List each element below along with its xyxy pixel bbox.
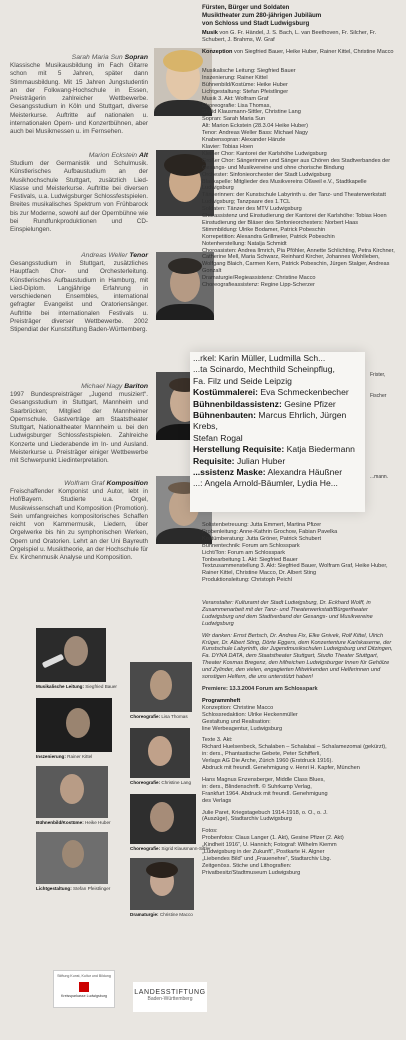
bio-text: Gesangsstudium in Stuttgart, zusätzliches Hauptfach Chor- und Orchesterleitung. Künstlerisches Aufbaustudium in Hamburg, mit Lied-Diplom. Langjährige Erfahrung in verschiedenen Ensembles, international gefragter Evangelist und Oratoriensänger. Auftritte bei internationalen Festivals u. Preisträger diverser Wettbewerbe. 2002 Stipendiat der Kunststiftung Baden-Württemberg. xyxy=(10,260,148,334)
bio-text: Klassische Musikausbildung im Fach Gitarre schon mit 5 Jahren, später dann Stimmausbildung. Mit 15 Jahren Jungstudentin an der Folkwang-Hochschule in Essen, Preisträgerin zahlreicher Wettbewerbe. Gesangsstudium in Köln und Stuttgart, diverse Meisterkurse. Auftritte auf nationalen u. internationalen Opern- und Konzertbühnen, aber auch bei Musikmessen u. im Fernsehen. xyxy=(10,62,148,136)
side-line: ...mann. xyxy=(370,473,389,480)
magnified-label: Kostümmalerei: xyxy=(193,387,258,398)
credits-bottom xyxy=(202,600,396,882)
magnified-value: Eva Schmeckenbecher xyxy=(260,387,349,398)
credit-line: Dramaturgie/Regieassistenz: Christine Macco xyxy=(202,275,316,282)
bio-role: Sopran xyxy=(124,54,148,61)
credit-line: Kostümberatung: Jutta Gröner, Patrick Schubert xyxy=(202,535,322,542)
magnified-line: ...rkel: Karin Müller, Ludmilla Sch... xyxy=(193,353,326,363)
magnified-value: Marcus Ehrlich, Jürgen Krebs, xyxy=(193,410,347,432)
bio-role: Komposition xyxy=(106,480,148,487)
photo-rainer-kittel xyxy=(36,698,112,752)
credits-top xyxy=(202,30,396,61)
magnified-line: Stefan Rogal xyxy=(193,432,243,443)
bio-text: 1997 Bundespreisträger „Jugend musiziert“. Gesangsstudium in Stuttgart, Mannheim und Saarbrücken; Mitglied der Mannheimer Opernschule. Gastverträge am Staatstheater Stuttgart, Nationaltheater Mannheim u. bei den Ludwigsburger Schlossfestspielen. Zahlreiche Konzerte und Liederabende im In- und Ausland. Meisterkurse u. Preisträger einiger Wettbewerbe mit Schwerpunkt Liedinterpretation. xyxy=(10,391,148,465)
bio-name: Andreas Weller xyxy=(81,252,128,259)
header-line-2: Musiktheater zum 280-jährigen Jubiläum xyxy=(202,11,322,19)
credits-underlay xyxy=(202,522,396,584)
text-3: Texte 3. Akt: Richard Huelsenbeck, Schalaben – Schalabai – Schalamezomai (gekürzt), in: ders., Phantastische Gebete, Peter Schifferli, Verlags AG Die Arche, Zürich 1960 (Erstdruck 1916). Abdruck mit freundl. Genehmigung v. Henri H. Kapfer, München xyxy=(202,737,387,772)
credit-line: Klavier: Tobias Hoen xyxy=(202,143,254,150)
photo-christine-lang xyxy=(130,728,190,778)
bio-4 xyxy=(10,383,148,466)
credit-line: Notenherstellung: Natalja Schmidt xyxy=(202,240,287,247)
bio-5 xyxy=(10,480,148,563)
credit-text: von G. Fr. Händel, J. S. Bach, L. van Beethoven, Fr. Silcher, Fr. Schubert, J. Brahms, W. Graf xyxy=(202,30,377,43)
caption-4: Choreografie: Christine Lang xyxy=(130,780,192,785)
sparkasse-icon xyxy=(79,982,89,992)
credit-line: Bühnenbild/Kostüme: Heike Huber xyxy=(202,81,288,88)
bio-1 xyxy=(10,54,148,137)
caption-8: Dramaturgie: Christine Macco xyxy=(130,912,193,917)
magnified-value: Alexandra Häußner xyxy=(267,467,343,478)
magnified-label: Requisite: xyxy=(193,455,235,466)
side-line: Fischer xyxy=(370,392,387,399)
credit-line: Stimmbildung: Ulrike Bodamer, Patrick Pobeschin xyxy=(202,226,326,233)
credit-line: Tänzerinnen: der Kunstschule Labyrinth u. der Tanz- und Theaterwerkstatt Ludwigsburg; Tanzpaare des 1.TCL xyxy=(202,192,386,206)
photo-stefan-pfeistlinger xyxy=(36,832,108,884)
bio-3 xyxy=(10,252,148,335)
credit-line: Soldaten: Tänzer des MTV Ludwigsburg xyxy=(202,206,302,213)
magnified-value: Gesine Pfizer xyxy=(284,398,336,409)
credit-line: Orchester: Sinfonieorchester der Stadt Ludwigsburg xyxy=(202,171,331,178)
credit-line: Kleiner Chor: Kantorei der Karlshöhe Ludwigsburg xyxy=(202,150,327,157)
credit-label: Konzeption xyxy=(202,48,233,55)
magnified-label: Bühnenbildassistenz: xyxy=(193,398,282,409)
credit-line: Textzusammenstellung 3. Akt: Siegfried Bauer, Wolfram Graf, Heike Huber, Rainer Kittel, Christine Macco, Dr. Albert Sting xyxy=(202,563,388,577)
caption-3: Inszenierung: Rainer Kittel xyxy=(36,754,93,759)
caption-5: Bühnenbild/Kostüme: Heike Huber xyxy=(36,820,111,825)
credit-line: Tenor: Andreas Weller Bass: Michael Nagy xyxy=(202,130,308,137)
photo-siegfried-bauer xyxy=(36,628,106,682)
bio-text: Studium der Germanistik und Schulmusik. Künstlerisches Aufbaustudium an der Musikhochschule Stuttgart, zusätzlich Lied-Klasse und Meisterkurse. Auftritte bei diversen Festivals, u.a. Ludwigsburger Schlossfestspielen. Breites musikalisches Spektrum von Frühbarock bis zur Moderne, sowohl auf der Opernbühne wie bei Rundfunkproduktionen und CD-Einspielungen. xyxy=(10,160,148,234)
magnified-label: Herstellung Requisite: xyxy=(193,444,285,455)
credit-line: Choreografieassistenz: Regine Lipp-Scherzer xyxy=(202,282,315,289)
bio-role: Bariton xyxy=(124,383,148,390)
photo-credits: Fotos: Probenfotos: Claus Langer (1. Akt), Gesine Pfizer (2. Akt) „Kindheit 1916“, U. Hannich; Fotograf: Wilhelm Kiemm „Ludwigsburg in der Zukunft“, Postkarte H. Algner „Liebendes Bild“ und „Frauenehre“, Stadtarchiv Lbg. Zeitgenöss. Stiche und Lithografien: Privatbesitz/Stadtmuseum Ludwigsburg xyxy=(202,828,344,876)
bio-role: Tenor xyxy=(129,252,148,259)
credit-line: Sigrid Klausmann-Sittler, Christine Lang xyxy=(202,109,301,116)
sponsor-logo-kreissparkasse: Stiftung Kunst, Kultur und Bildung Kreissparkasse Ludwigsburg xyxy=(53,970,115,1008)
credit-line: Alt: Marion Eckstein (28.3.04 Heike Huber) xyxy=(202,123,309,130)
organizer-text: Veranstalter: Kulturamt der Stadt Ludwigsburg, Dr. Eckhard Wolff, in Zusammenarbeit mit der Tanz- und Theaterwerkstatt/Bürgertheater Ludwigsburg und dem Stadtverband der Gesangs- und Musikvereine Ludwigsburg xyxy=(202,600,373,627)
credit-line: Korrepetition: Alexandra Grillmeier, Patrick Pobeschin xyxy=(202,233,335,240)
sponsor-logo-landesstiftung: LANDESSTIFTUNG Baden-Württemberg xyxy=(133,982,207,1012)
caption-6: Choreografie: Sigrid Klausmann-Sittler xyxy=(130,846,211,851)
magnified-line: ...ta Scinardo, Mechthild Scheinpflug, xyxy=(193,364,335,375)
photo-heike-huber xyxy=(36,766,108,818)
photo-christine-macco xyxy=(130,858,194,910)
magnified-label: Bühnenbauten: xyxy=(193,410,257,421)
credit-line: Bühnentechnik: Forum am Schlosspark xyxy=(202,542,300,549)
caption-7: Lichtgestaltung: Stefan Pfeistlinger xyxy=(36,886,111,891)
credit-line: Musik 3. Akt: Wolfram Graf xyxy=(202,95,269,102)
magnified-value: Julian Huber xyxy=(236,455,286,466)
bio-name: Marion Eckstein xyxy=(88,152,138,159)
credit-line: Choroasisten: Andrea Ilmrich, Pia Pföhler, Annette Schlichting, Petra Kirchner, Catherine Mell, Maria Schwarz, Reinhard Kircher, Johannes Wohlleben, Wolfgang Blaich, Carmen Kern, Patrick Pobeschin, Jürgen Stalger, Andreas Gonzalt xyxy=(202,247,395,275)
program-text: Konzeption: Christine Macco Schlossredaktion: Ulrike Heckenmüller Gestaltung und Realisation: line Werbeagentur, Ludwigsburg xyxy=(202,704,298,732)
credit-label: Musik xyxy=(202,30,218,36)
bio-2 xyxy=(10,152,148,235)
magnified-credits xyxy=(193,353,368,490)
credit-text: von Siegfried Bauer, Heike Huber, Rainer Kittel, Christine Macco xyxy=(234,48,394,55)
magnified-line: ...: Angela Arnold-Bäumler, Lydia He... xyxy=(193,478,338,489)
credits-cast xyxy=(202,68,396,289)
program-title: Programmheft xyxy=(202,697,241,704)
program-header xyxy=(202,4,392,27)
bio-name: Sarah Maria Sun xyxy=(71,54,123,61)
credit-line: Inszenierung: Rainer Kittel xyxy=(202,74,268,81)
caption-2: Choreografie: Lisa Thomas xyxy=(130,714,188,719)
credit-line: Knabensopran: Alexander Hänzle xyxy=(202,137,286,144)
credit-line: Großer Chor: Sängerinnen und Sänger aus Chören des Stadtverbandes der Gesangs- und Musikvereine und ohne chorische Bindung xyxy=(202,157,391,171)
text-4: Hans Magnus Enzensberger, Middle Class Blues, in: ders., Blindenschrift. © Suhrkamp Verlag, Frankfurt 1964. Abdruck mit freundl. Genehmigung des Verlags xyxy=(202,776,328,804)
bio-text: Freischaffender Komponist und Autor, lebt in Hof/Bayern. Studierte u.a. Orgel, Musikwissenschaft und Komposition (Promotion). Sein umfangreiches kompositorisches Schaffen reicht von Kammermusik, Liedern, über Orgelwerke bis hin zu symphonischen Werken, Opern und Oratorien. Lehrt an der Uni Bayreuth Orgelspiel u. Musiktheorie, an der Hochschule für Ev. Kirchenmusik Analyse und Komposition. xyxy=(10,488,148,562)
side-line: Frister, xyxy=(370,372,386,378)
bio-role: Alt xyxy=(138,152,148,159)
credit-line: Produktionsleitung: Christoph Peichl xyxy=(202,577,292,584)
credit-line: Solistenbetreuung: Jutta Emmert, Martina Pfizer xyxy=(202,522,322,528)
thanks-text: Wir danken: Ernst Bertsch, Dr. Andrea Fix, Elke Gnivek, Rolf Kittel, Ulrich Krüger, Dr. Albert Sting, Dörte Eggers, dem Konzertenture Karlskaserne, der Kunstschule Labyrinth, der Jugendmusikschulen Ludwigsburg und Ditzingen, Fa. DYNA DATA, dem Staatstheater Stuttgart, Studio Theater Stuttgart, Theater Kosmas Bregenz, den hilfreichen Ludwigsburger Innen für Gehölze und Zylinder, den vielen, engagierten Mitwirkenden und Helferinnen und sonstigen Helfern, die uns unterstützt haben! xyxy=(202,632,393,681)
premiere-text: Premiere: 13.3.2004 Forum am Schlosspark xyxy=(202,685,318,692)
credit-line: Tonbearbeitung 1. Akt: Siegfried Bauer xyxy=(202,556,298,563)
header-line-3: von Schloss und Stadt Ludwigsburg xyxy=(202,19,310,27)
bio-name: Michael Nagy xyxy=(81,383,123,390)
magnified-value: Katja Biedermann xyxy=(286,444,355,455)
credit-line: Blaskapelle: Mitglieder des Musikvereins Oßweil e.V., Stadtkapelle Ludwigsburg xyxy=(202,178,367,192)
text-5: Julie Paret, Kriegstagebuch 1914-1918, o. O., o. J. (Auszüge), Stadtarchiv Ludwigsburg xyxy=(202,809,328,823)
caption-1: Musikalische Leitung: Siegfried Bauer xyxy=(36,684,117,689)
magnifier-side-text xyxy=(370,372,404,481)
credit-line: Einstudierung der Bläser des Sinfonieorchesters: Norbert Haas xyxy=(202,219,359,226)
header-line-1: Fürsten, Bürger und Soldaten xyxy=(202,4,290,11)
magnified-line: Fa. Filz und Seide Leipzig xyxy=(193,375,292,386)
credit-line: Lichtgestaltung: Stefan Pfeistlinger xyxy=(202,88,289,95)
credit-line: Sopran: Sarah Maria Sun xyxy=(202,116,266,123)
bio-name: Wolfram Graf xyxy=(64,480,105,487)
credit-line: Chorassistenz und Einstudierung der Kantorei der Karlshöhe: Tobias Hoen xyxy=(202,213,387,220)
photo-lisa-thomas xyxy=(130,662,192,712)
credit-line: Musikalische Leitung: Siegfried Bauer xyxy=(202,68,296,74)
credit-line: Licht/Ton: Forum am Schlosspark xyxy=(202,549,286,556)
credit-line: Choreografie: Lisa Thomas, xyxy=(202,102,271,109)
magnified-label: ...ssistenz Maske: xyxy=(193,467,266,478)
credit-line: Probenleitung: Anne-Kathrin Grochow, Fabian Pavelka xyxy=(202,528,338,535)
photo-sigrid-klausmann-sittler xyxy=(130,794,196,844)
